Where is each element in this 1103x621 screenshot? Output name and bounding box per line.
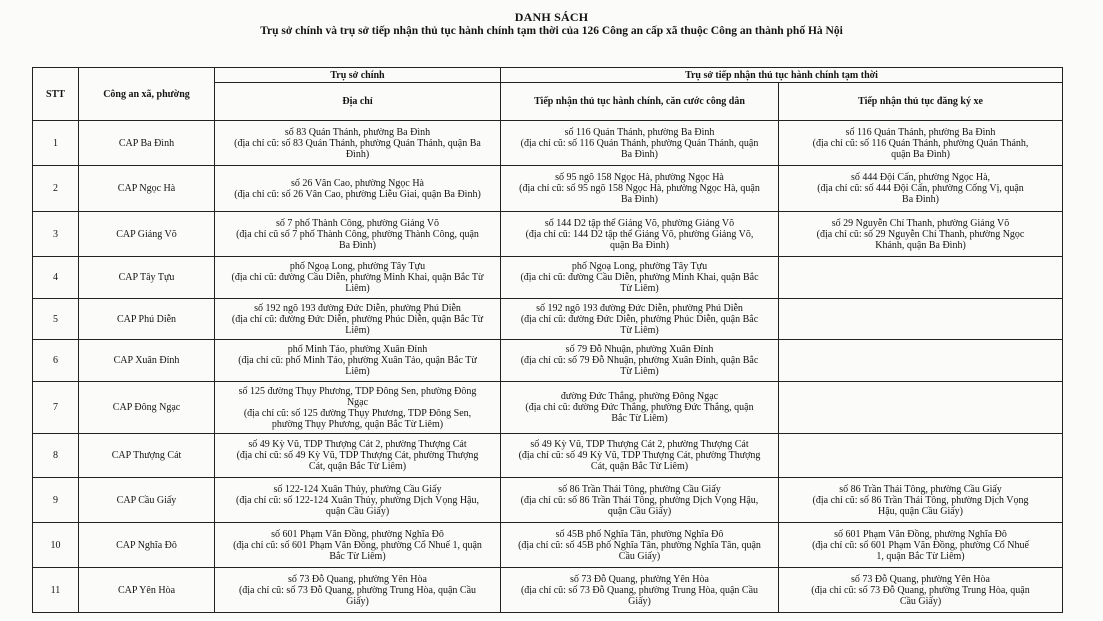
header-temp-office: Trụ sở tiếp nhận thủ tục hành chính tạm thời: [501, 68, 1063, 83]
header-vehicle-registration: Tiếp nhận thủ tục đăng ký xe: [779, 83, 1063, 121]
address-line: (địa chỉ cũ: số 49 Kỳ Vũ, TDP Thượng Cát, phường Thượng: [236, 450, 479, 461]
address-line: Khánh, quận Ba Đình): [875, 239, 966, 251]
row-vehicle-address: [779, 434, 1063, 478]
row-vehicle-address: [779, 257, 1063, 299]
row-police-unit: CAP Xuân Đỉnh: [79, 340, 215, 382]
row-main-address: [215, 166, 501, 212]
address-line: Cầu Giấy): [899, 595, 942, 607]
table-row: [33, 478, 1063, 523]
row-main-address: [215, 299, 501, 340]
row-stt: 5: [33, 299, 79, 340]
table-row: [33, 434, 1063, 478]
address-line: số 601 Phạm Văn Đồng, phường Nghĩa Đô: [271, 528, 444, 540]
address-line: (địa chỉ cũ: số 29 Nguyễn Chí Thanh, phường Ngọc: [816, 228, 1025, 240]
row-citizen-id-address: [501, 340, 779, 382]
row-stt: 11: [33, 568, 79, 613]
table-row: [33, 340, 1063, 382]
row-police-unit: CAP Nghĩa Đô: [79, 523, 215, 568]
header-address: Địa chỉ: [215, 83, 501, 121]
address-line: số 192 ngõ 193 đường Đức Diễn, phường Phú Diễn: [536, 302, 743, 314]
row-main-address: [215, 568, 501, 613]
address-line: số 86 Trần Thái Tông, phường Cầu Giấy: [558, 483, 721, 495]
row-stt: 9: [33, 478, 79, 523]
address-line: 1, quận Bắc Từ Liêm): [876, 550, 965, 562]
row-stt: 4: [33, 257, 79, 299]
address-line: quận Ba Đình): [610, 239, 669, 251]
address-line: (địa chỉ cũ: số 444 Đội Cấn, phường Cống Vị, quận: [817, 183, 1024, 194]
address-line: Liêm): [345, 366, 370, 377]
address-line: Bắc Từ Liêm): [329, 550, 386, 562]
address-line: (địa chỉ cũ: số 86 Trần Thái Tông, phường Dịch Vọng: [812, 494, 1029, 506]
address-line: phường Thụy Phương, quận Bắc Từ Liêm): [271, 418, 444, 430]
row-stt: 2: [33, 166, 79, 212]
row-citizen-id-address: [501, 434, 779, 478]
address-line: Từ Liêm): [620, 324, 659, 336]
row-police-unit: CAP Đông Ngạc: [79, 382, 215, 434]
address-line: Ba Đình): [339, 239, 376, 251]
address-line: quận Cầu Giấy): [607, 505, 672, 517]
address-line: số 73 Đỗ Quang, phường Yên Hòa: [288, 573, 427, 585]
row-main-address: [215, 212, 501, 257]
address-line: Hậu, quận Cầu Giấy): [878, 505, 963, 517]
address-line: (địa chỉ cũ: số 79 Đỗ Nhuận, phường Xuân Đỉnh, quận Bắc: [520, 355, 759, 366]
address-line: (địa chỉ cũ: đường Đức Diễn, phường Phúc Diễn, quận Bắc: [520, 313, 759, 325]
address-line: (địa chỉ cũ: số 122-124 Xuân Thủy, phường Dịch Vọng Hậu,: [236, 494, 479, 506]
address-line: số 49 Kỳ Vũ, TDP Thượng Cát 2, phường Thượng Cát: [530, 439, 749, 450]
header-stt: STT: [33, 68, 79, 121]
header-citizen-id-procedures: Tiếp nhận thủ tục hành chính, căn cước công dân: [501, 83, 779, 121]
address-line: Từ Liêm): [620, 283, 659, 294]
address-line: Cát, quận Bắc Từ Liêm): [308, 461, 407, 472]
row-stt: 10: [33, 523, 79, 568]
row-vehicle-address: [779, 299, 1063, 340]
row-citizen-id-address: [501, 121, 779, 166]
address-line: (địa chỉ cũ: số 73 Đỗ Quang, phường Trung Hòa, quận Cầu: [238, 584, 477, 596]
row-police-unit: CAP Tây Tựu: [79, 257, 215, 299]
table-row: [33, 382, 1063, 434]
address-line: số 601 Phạm Văn Đồng, phường Nghĩa Đô: [834, 528, 1007, 540]
table-row: [33, 523, 1063, 568]
row-main-address: [215, 382, 501, 434]
row-police-unit: CAP Thượng Cát: [79, 434, 215, 478]
address-line: quận Ba Đình): [891, 148, 950, 160]
address-line: quận Cầu Giấy): [325, 505, 390, 517]
address-line: Đình): [345, 148, 370, 160]
address-line: Liêm): [345, 324, 370, 336]
row-citizen-id-address: [501, 568, 779, 613]
address-line: (địa chỉ cũ: 144 D2 tập thể Giảng Võ, phường Giảng Võ,: [525, 228, 754, 240]
address-line: (địa chỉ cũ: số 73 Đỗ Quang, phường Trung Hòa, quận Cầu: [520, 584, 759, 596]
address-line: (địa chỉ cũ: số 125 đường Thụy Phương, TDP Đông Sen,: [243, 407, 472, 419]
row-police-unit: CAP Ba Đình: [79, 121, 215, 166]
address-line: (địa chỉ cũ: số 95 ngõ 158 Ngọc Hà, phường Ngọc Hà, quận: [519, 183, 760, 194]
address-line: (địa chỉ cũ: số 49 Kỳ Vũ, TDP Thượng Cát, phường Thượng: [518, 450, 761, 461]
row-main-address: [215, 340, 501, 382]
address-line: (địa chỉ cũ: số 26 Vân Cao, phường Liễu Giai, quận Ba Đình): [234, 188, 481, 200]
row-stt: 7: [33, 382, 79, 434]
row-vehicle-address: [779, 382, 1063, 434]
row-police-unit: CAP Cầu Giấy: [79, 478, 215, 523]
row-citizen-id-address: [501, 299, 779, 340]
address-line: số 83 Quán Thánh, phường Ba Đình: [284, 126, 431, 138]
row-main-address: [215, 121, 501, 166]
row-citizen-id-address: [501, 212, 779, 257]
row-main-address: [215, 478, 501, 523]
row-vehicle-address: [779, 523, 1063, 568]
address-line: Ba Đình): [621, 194, 658, 205]
row-stt: 8: [33, 434, 79, 478]
address-line: (địa chỉ cũ: đường Cầu Diễn, phường Minh Khai, quận Bắc Từ: [231, 272, 484, 283]
address-line: (địa chỉ cũ: số 45B phố Nghĩa Tân, phường Nghĩa Tân, quận: [518, 539, 761, 551]
address-line: đường Đức Thắng, phường Đông Ngạc: [560, 391, 719, 402]
address-line: (địa chỉ cũ: số 116 Quán Thánh, phường Quán Thánh, quận: [520, 137, 759, 149]
address-line: số 45B phố Nghĩa Tân, phường Nghĩa Đô: [555, 528, 724, 540]
row-vehicle-address: [779, 340, 1063, 382]
address-line: số 95 ngõ 158 Ngọc Hà, phường Ngọc Hà: [555, 172, 724, 183]
row-main-address: [215, 257, 501, 299]
address-line: Giấy): [628, 595, 651, 607]
address-line: số 116 Quán Thánh, phường Ba Đình: [845, 126, 996, 138]
address-line: số 7 phố Thành Công, phường Giảng Võ: [275, 217, 440, 229]
row-vehicle-address: [779, 212, 1063, 257]
address-line: số 49 Kỳ Vũ, TDP Thượng Cát 2, phường Thượng Cát: [248, 439, 467, 450]
address-line: Giấy): [346, 595, 369, 607]
address-line: Ba Đình): [621, 148, 658, 160]
table-body: [33, 121, 1063, 613]
address-line: Từ Liêm): [620, 366, 659, 377]
address-line: phố Ngoạ Long, phường Tây Tựu: [289, 261, 426, 272]
address-line: (địa chỉ cũ: đường Đức Diễn, phường Phúc Diễn, quận Bắc Từ: [231, 313, 484, 325]
document-title: DANH SÁCH: [514, 10, 589, 24]
address-line: (địa chỉ cũ: số 116 Quán Thánh, phường Quán Thánh,: [812, 137, 1029, 149]
address-line: (địa chỉ cũ: số 601 Phạm Văn Đồng, phường Cổ Nhuế 1, quận: [233, 539, 482, 551]
address-line: số 86 Trần Thái Tông, phường Cầu Giấy: [839, 483, 1002, 495]
row-citizen-id-address: [501, 523, 779, 568]
row-police-unit: CAP Giảng Võ: [79, 212, 215, 257]
row-police-unit: CAP Phú Diễn: [79, 299, 215, 340]
row-citizen-id-address: [501, 382, 779, 434]
address-line: (địa chỉ cũ: số 83 Quán Thánh, phường Quán Thánh, quận Ba: [234, 137, 481, 149]
table-row: [33, 121, 1063, 166]
table-row: [33, 166, 1063, 212]
address-line: số 144 D2 tập thể Giảng Võ, phường Giảng Võ: [544, 217, 735, 229]
table-row: [33, 568, 1063, 613]
address-line: Cát, quận Bắc Từ Liêm): [590, 461, 689, 472]
address-line: số 122-124 Xuân Thủy, phường Cầu Giấy: [273, 483, 442, 495]
address-line: (địa chỉ cũ: đường Cầu Diễn, phường Minh Khai, quận Bắc: [520, 272, 759, 283]
row-vehicle-address: [779, 121, 1063, 166]
row-main-address: [215, 434, 501, 478]
address-line: phố Minh Tảo, phường Xuân Đỉnh: [287, 344, 428, 355]
address-line: số 125 đường Thụy Phương, TDP Đông Sen, phường Đông: [238, 385, 477, 397]
address-line: Liêm): [345, 283, 370, 294]
address-line: số 116 Quán Thánh, phường Ba Đình: [564, 126, 715, 138]
address-line: Bắc Từ Liêm): [611, 413, 668, 424]
row-vehicle-address: [779, 478, 1063, 523]
address-line: Cầu Giấy): [618, 550, 661, 562]
table-row: [33, 212, 1063, 257]
row-main-address: [215, 523, 501, 568]
address-line: Ngạc: [346, 396, 369, 408]
address-line: số 29 Nguyễn Chí Thanh, phường Giảng Võ: [831, 217, 1010, 229]
office-list-table: [32, 67, 1063, 613]
row-citizen-id-address: [501, 257, 779, 299]
address-line: số 26 Vân Cao, phường Ngọc Hà: [290, 177, 424, 189]
table-row: [33, 299, 1063, 340]
row-stt: 3: [33, 212, 79, 257]
address-line: (địa chỉ cũ: phố Minh Tảo, phường Xuân Tảo, quận Bắc Từ: [238, 355, 477, 366]
document-subtitle: Trụ sở chính và trụ sở tiếp nhận thủ tục hành chính tạm thời của 126 Công an cấp xã thuộc Công an thành phố Hà Nội: [260, 25, 843, 37]
header-main-office: Trụ sở chính: [215, 68, 501, 83]
header-police-unit: Công an xã, phường: [79, 68, 215, 121]
row-citizen-id-address: [501, 166, 779, 212]
row-citizen-id-address: [501, 478, 779, 523]
address-line: (địa chỉ cũ: đường Đức Thắng, phường Đức Thắng, quận: [525, 402, 754, 413]
row-police-unit: CAP Ngọc Hà: [79, 166, 215, 212]
row-stt: 6: [33, 340, 79, 382]
address-line: số 73 Đỗ Quang, phường Yên Hòa: [570, 573, 709, 585]
address-line: (địa chỉ cũ: số 601 Phạm Văn Đồng, phường Cổ Nhuế: [812, 539, 1029, 551]
row-stt: 1: [33, 121, 79, 166]
address-line: số 444 Đội Cấn, phường Ngọc Hà,: [850, 172, 991, 183]
row-police-unit: CAP Yên Hòa: [79, 568, 215, 613]
table-row: [33, 257, 1063, 299]
address-line: số 79 Đỗ Nhuận, phường Xuân Đỉnh: [565, 344, 714, 355]
address-line: Ba Đình): [902, 194, 939, 205]
address-line: (địa chỉ cũ: số 73 Đỗ Quang, phường Trung Hòa, quận: [811, 584, 1030, 596]
address-line: (địa chỉ cũ: số 86 Trần Thái Tông, phường Dịch Vọng Hậu,: [520, 494, 759, 506]
row-vehicle-address: [779, 568, 1063, 613]
row-vehicle-address: [779, 166, 1063, 212]
address-line: phố Ngoạ Long, phường Tây Tựu: [571, 261, 708, 272]
address-line: số 73 Đỗ Quang, phường Yên Hòa: [851, 573, 990, 585]
address-line: (địa chỉ cũ số 7 phố Thành Công, phường Thành Công, quận: [236, 228, 479, 240]
address-line: số 192 ngõ 193 đường Đức Diễn, phường Phú Diễn: [254, 302, 461, 314]
